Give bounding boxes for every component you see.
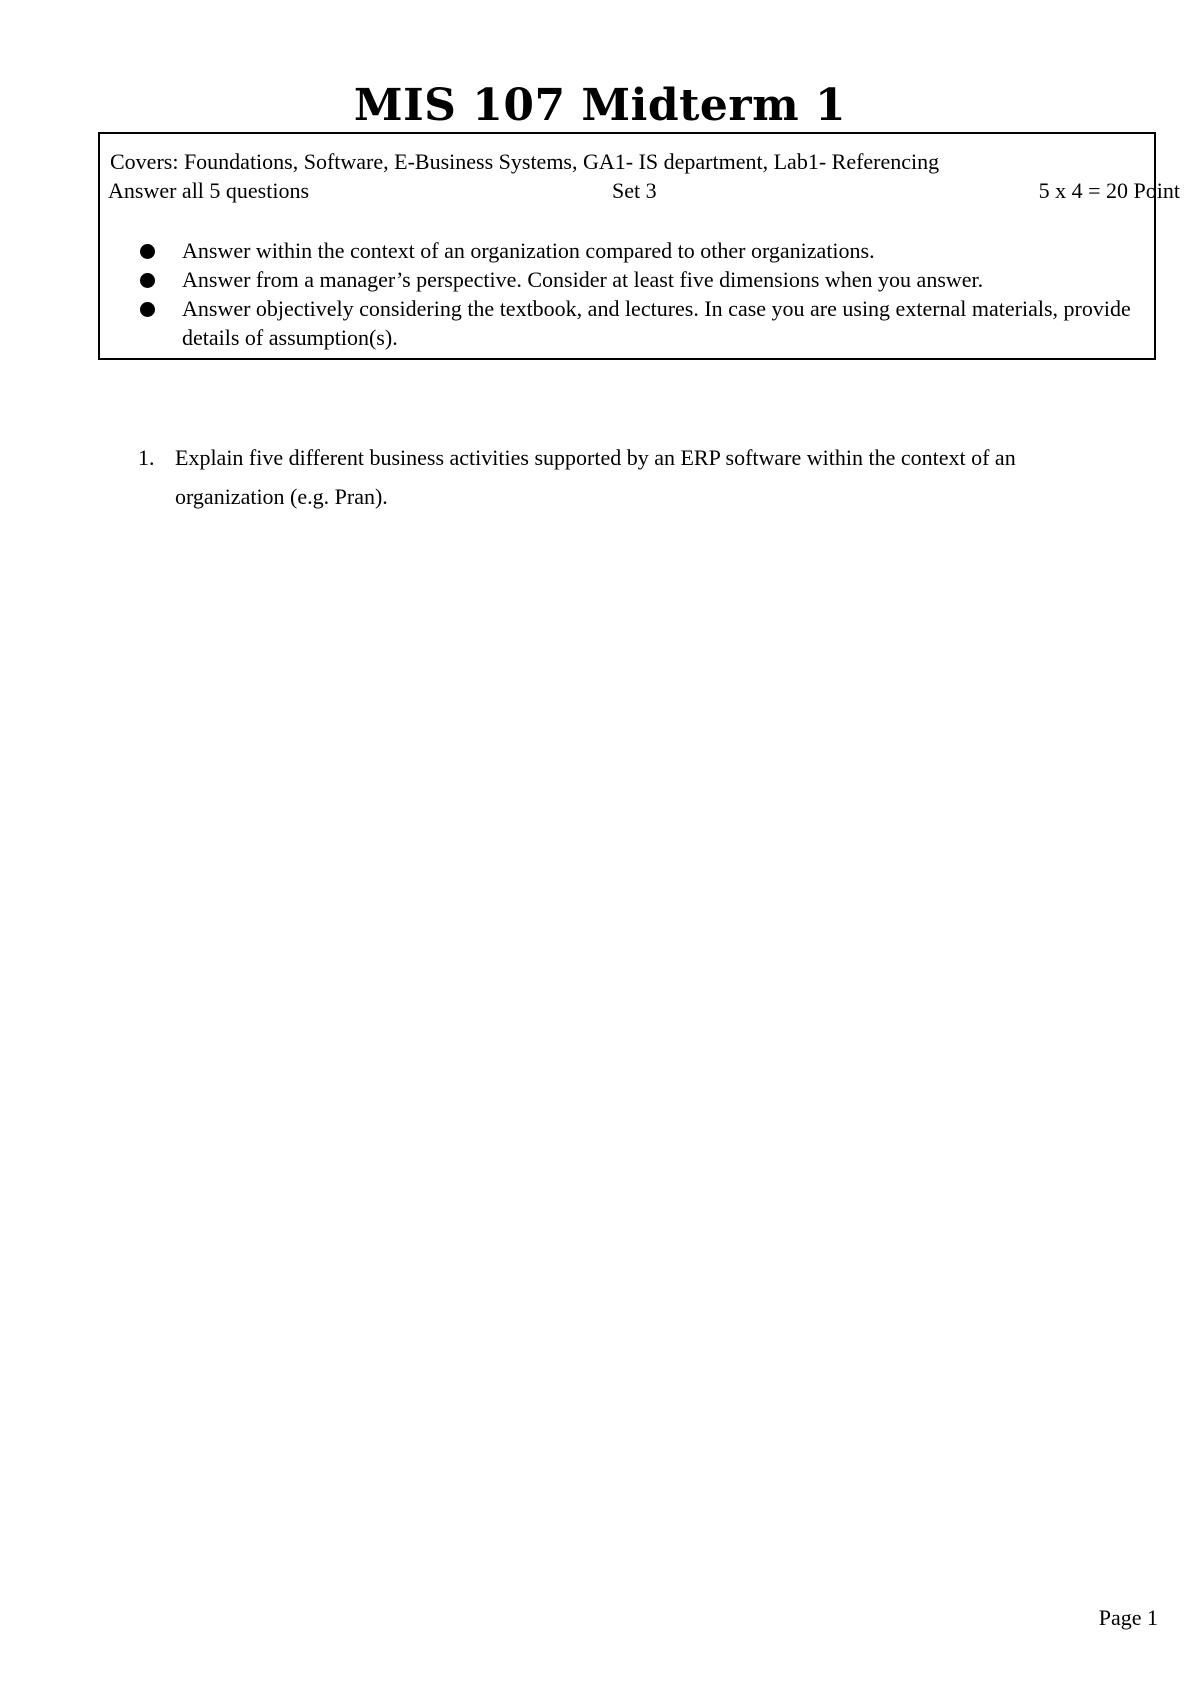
instruction-text: Answer objectively considering the textbook, and lectures. In case you are using external materials, provide details of assumption(s).	[182, 296, 1131, 350]
instruction-item	[140, 236, 1140, 265]
instruction-list	[140, 236, 1140, 352]
question-text: Explain five different business activities supported by an ERP software within the context of an organization (e.g. Pran).	[175, 445, 1016, 509]
page-number: Page 1	[1098, 1605, 1158, 1630]
instruction-item	[140, 294, 1140, 352]
set-label: Set 3	[612, 178, 657, 203]
bullet-icon	[140, 273, 155, 288]
instruction-text: Answer within the context of an organization compared to other organizations.	[182, 238, 875, 263]
answer-all-text: Answer all 5 questions	[108, 178, 310, 203]
instruction-item	[140, 265, 1140, 294]
question-list	[138, 438, 1128, 516]
bullet-icon	[140, 244, 155, 259]
question-number: 1.	[138, 445, 155, 470]
covers-line: Covers: Foundations, Software, E-Business Systems, GA1- IS department, Lab1- Referencing	[110, 149, 940, 174]
exam-info-box	[98, 132, 1180, 360]
points-text: 5 x 4 = 20 Point	[1038, 178, 1180, 203]
question-item	[138, 438, 1128, 516]
bullet-icon	[140, 302, 155, 317]
exam-meta-row	[108, 177, 1180, 205]
instruction-text: Answer from a manager’s perspective. Consider at least five dimensions when you answer.	[182, 267, 984, 292]
exam-title: MIS 107 Midterm 1	[353, 80, 847, 131]
